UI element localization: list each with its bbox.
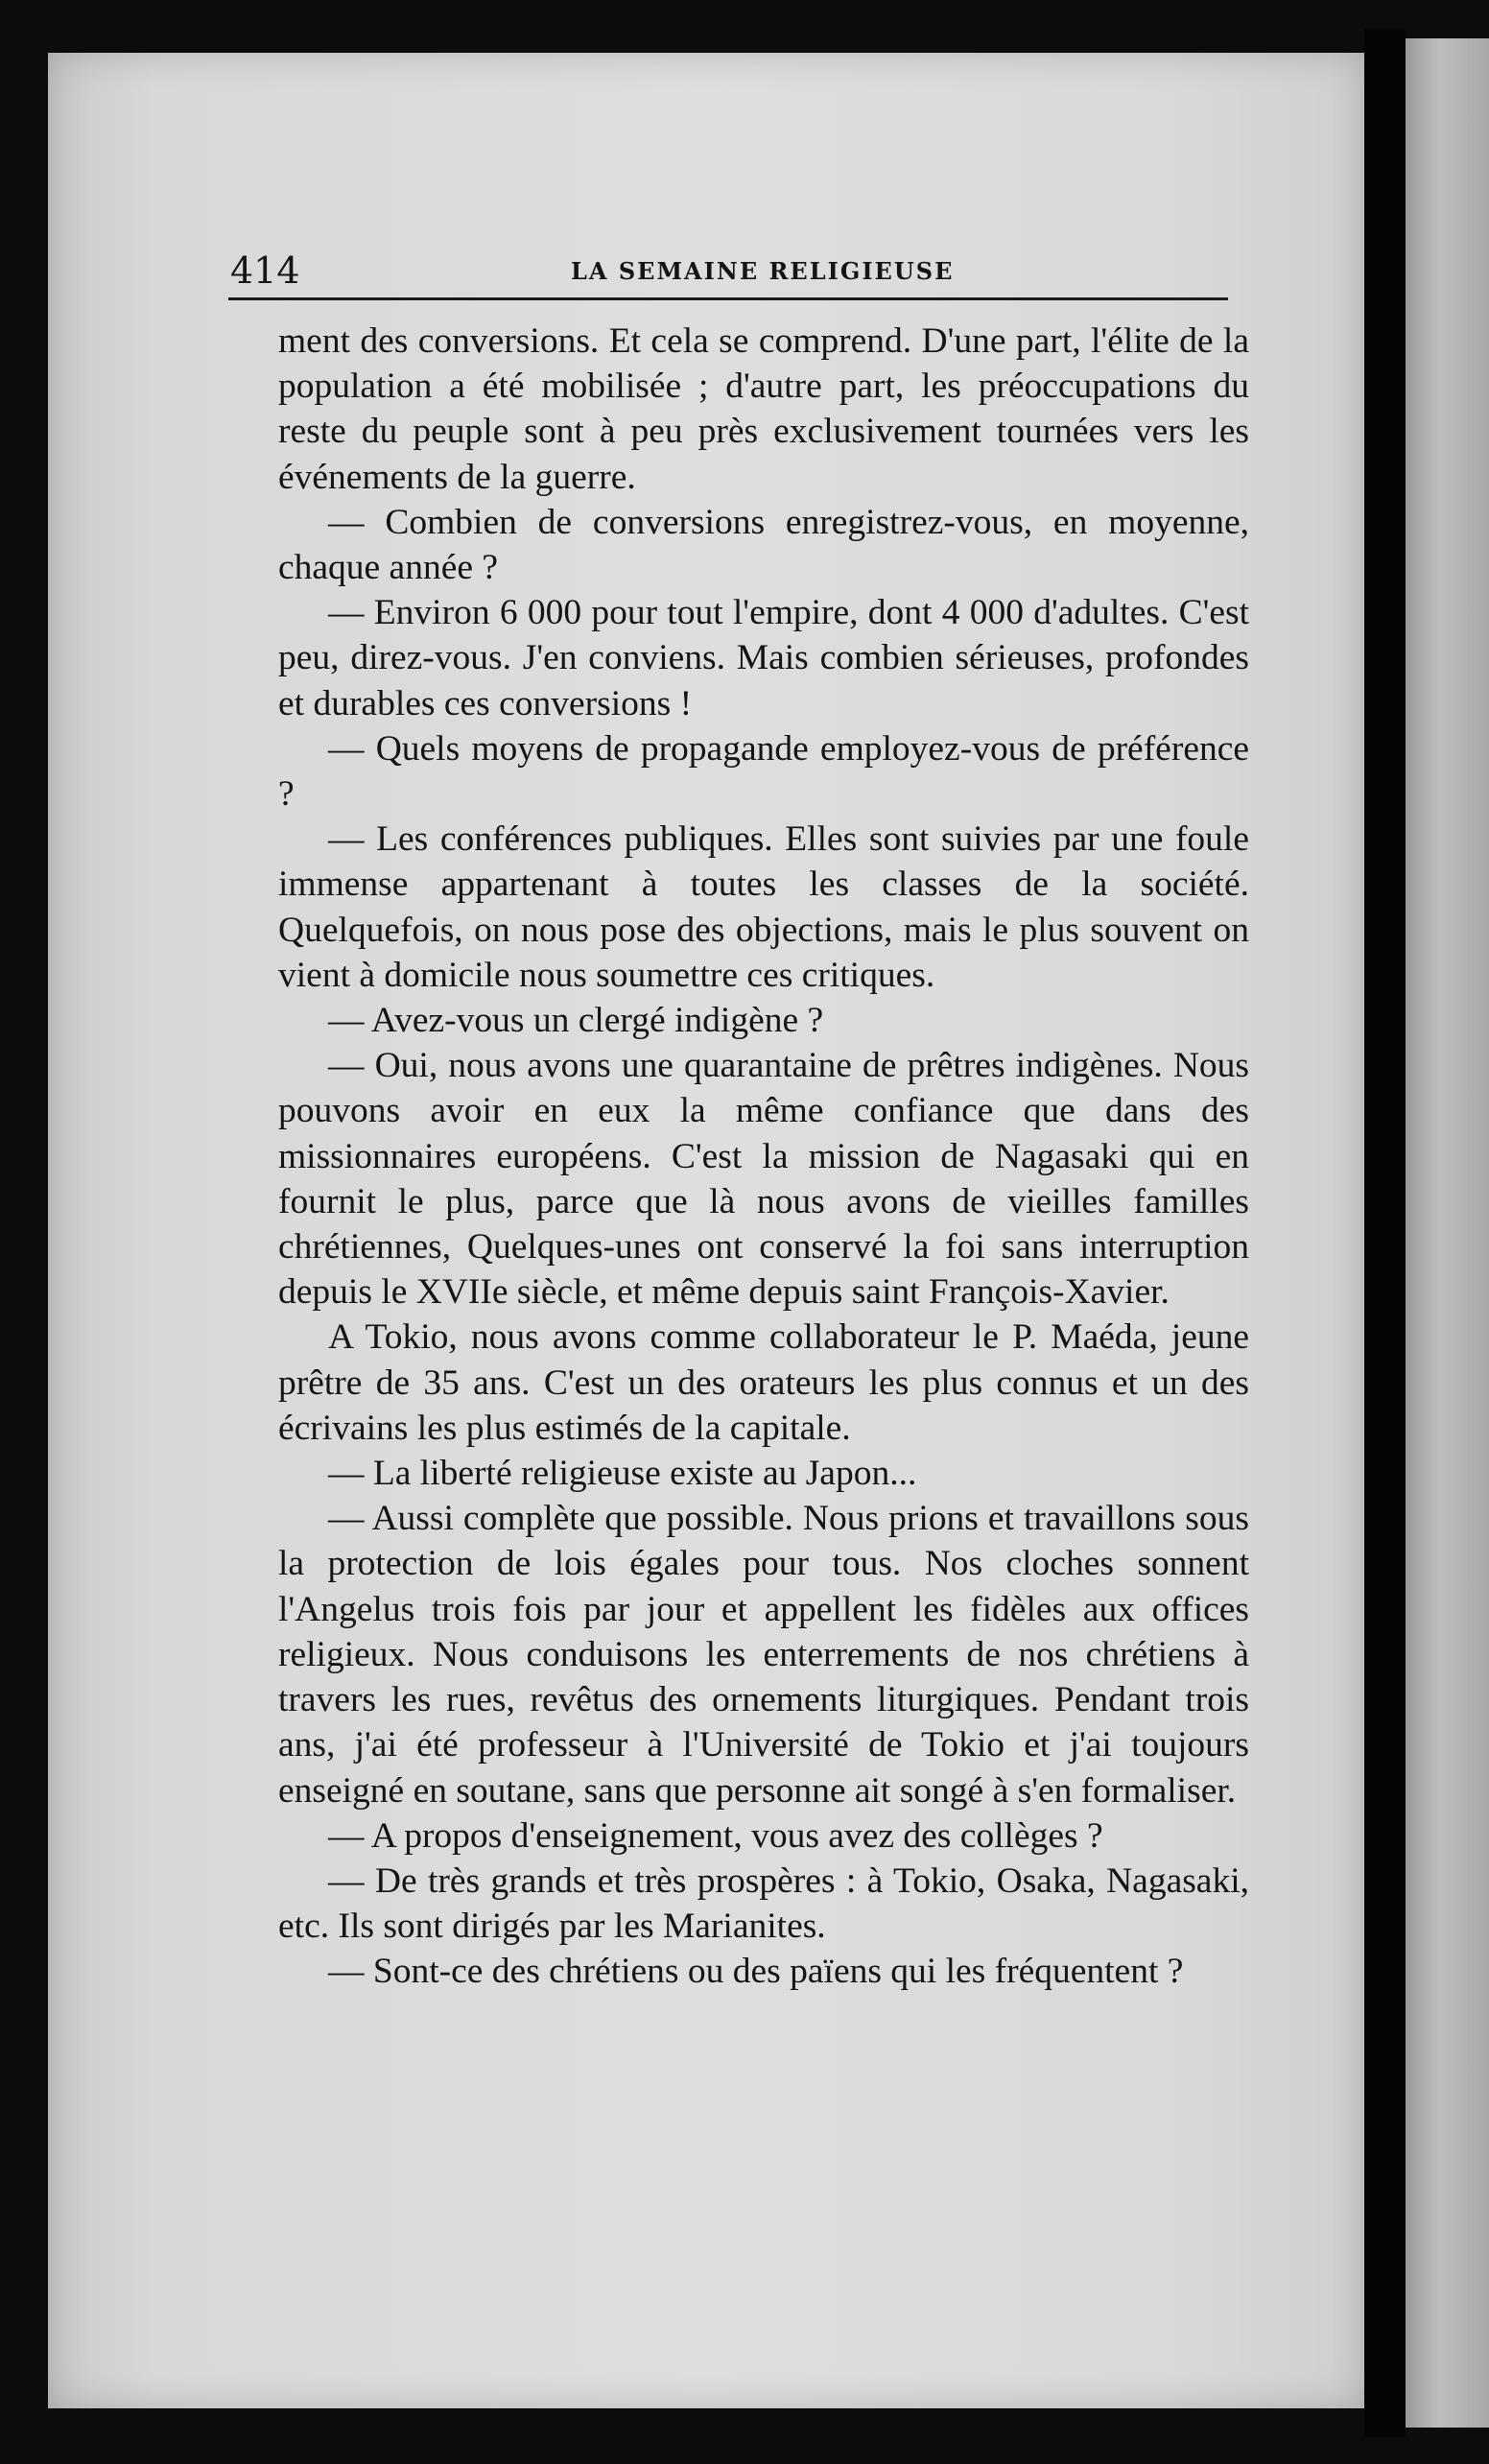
running-title: LA SEMAINE RELIGIEUSE	[571, 257, 955, 285]
header-rule	[228, 297, 1228, 300]
page-number: 414	[230, 249, 300, 292]
facing-page-edge	[1406, 38, 1489, 2428]
paragraph: — Environ 6 000 pour tout l'empire, dont 4 000 d'adultes. C'est peu, direz-vous. J'en conviens. Mais combien sérieuses, profondes et durables ces conversions !	[278, 593, 1249, 723]
paragraph: — Les conférences publiques. Elles sont suivies par une foule immense appartenant à toutes les classes de la société. Quelquefois, on nous pose des objections, mais le plus souvent on vient à domicile nous soumettre ces critiques.	[278, 819, 1249, 995]
paragraph: — Oui, nous avons une quarantaine de prêtres indigènes. Nous pouvons avoir en eux la même confiance que dans des missionnaires européens. C'est la mission de Nagasaki qui en fournit le plus, parce que là nous avons de vieilles familles chrétiennes, Quelques-unes ont conservé la foi sans interruption depuis le XVIIe siècle, et même depuis saint François-Xavier.	[278, 1046, 1249, 1313]
paragraph: — Combien de conversions enregistrez-vous, en moyenne, chaque année ?	[278, 502, 1249, 588]
paragraph: A Tokio, nous avons comme collaborateur le P. Maéda, jeune prêtre de 35 ans. C'est un des orateurs les plus connus et un des écrivains les plus estimés de la capitale.	[278, 1317, 1249, 1448]
paragraph: — A propos d'enseignement, vous avez des collèges ?	[328, 1815, 1103, 1856]
paragraph: — Avez-vous un clergé indigène ?	[328, 1001, 824, 1041]
paragraph: — La liberté religieuse existe au Japon...	[328, 1454, 917, 1494]
page-body	[278, 319, 1249, 1995]
paragraph: — Aussi complète que possible. Nous prions et travaillons sous la protection de lois égales pour tous. Nos cloches sonnent l'Angelus trois fois par jour et appellent les fidèles aux offices religieux. Nous conduisons les enterrements de nos chrétiens à travers les rues, revêtus des ornements liturgiques. Pendant trois ans, j'ai été professeur à l'Université de Tokio et j'ai toujours enseigné en soutane, sans que personne ait songé à s'en formaliser.	[278, 1499, 1249, 1811]
paragraph: — De très grands et très prospères : à Tokio, Osaka, Nagasaki, etc. Ils sont dirigés par les Marianites.	[278, 1860, 1249, 1947]
paragraph: — Sont-ce des chrétiens ou des païens qui les fréquentent ?	[328, 1952, 1184, 1992]
book-gutter	[1364, 29, 1406, 2437]
paragraph-continued: ment des conversions. Et cela se comprend. D'une part, l'élite de la population a été mobilisée ; d'autre part, les préoccupations du reste du peuple sont à peu près exclusivement tournées vers les événements de la guerre.	[278, 321, 1249, 497]
paragraph: — Quels moyens de propagande employez-vous de préférence ?	[278, 728, 1249, 815]
page-header	[230, 249, 1228, 296]
